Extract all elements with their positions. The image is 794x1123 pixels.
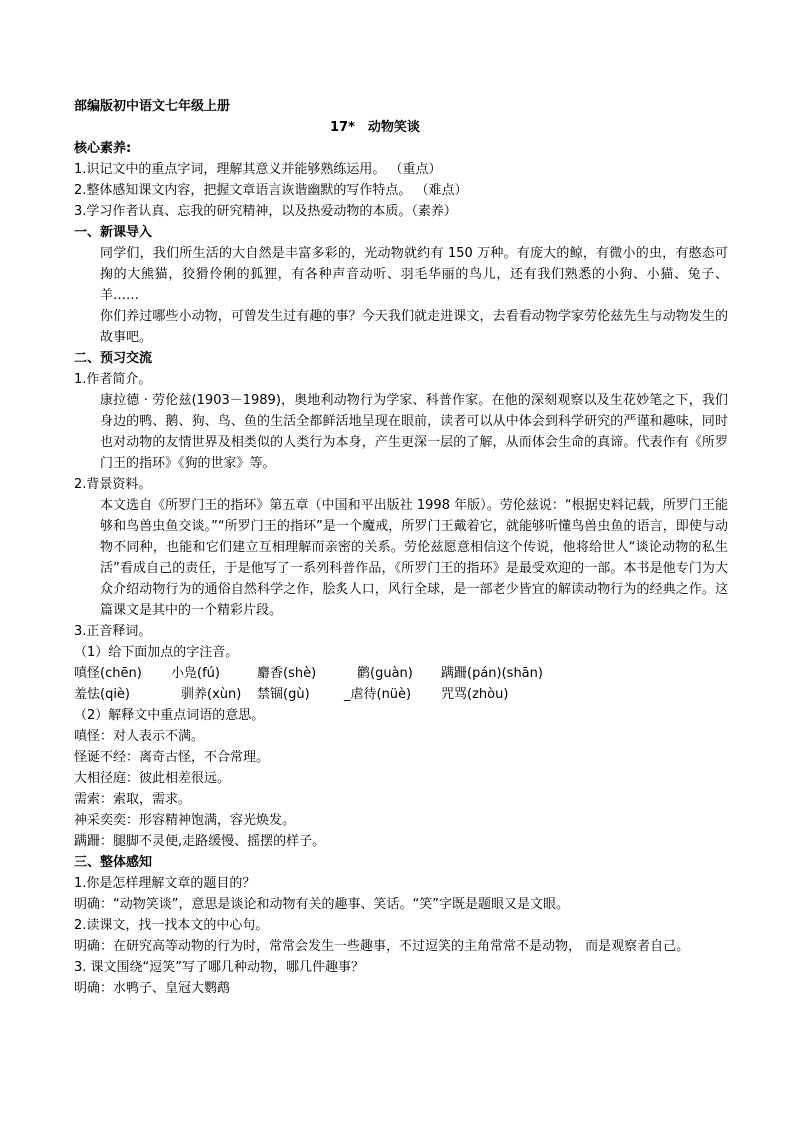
pron-item: 咒骂(zhòu) (441, 687, 509, 702)
question-3: 3. 课文围绕“逗笑”写了哪几种动物，哪几件趣事？ (74, 960, 365, 975)
answer-1: 明确：“动物笑谈”，意思是谈论和动物有关的趣事、笑话。“笑”字既是题眼又是文眼。 (74, 897, 569, 912)
definition-item: 怪诞不经：离奇古怪，不合常理。 (74, 750, 270, 765)
pron-item: 小凫(fú) (171, 666, 220, 681)
pronunciation-row-1 (74, 663, 728, 684)
core-item-3: 3.学习作者认真、忘我的研究精神，以及热爱动物的本质。（素养） (74, 204, 457, 219)
pronunciation-subheading: （1）给下面加点的字注音。 (74, 645, 239, 660)
definition-item: 大相径庭：彼此相差很远。 (74, 771, 231, 786)
pron-item: _虐待(nüè) (344, 687, 412, 702)
pron-item: 蹒跚(pán)(shān) (441, 666, 543, 681)
section-2-heading: 二、预习交流 (74, 351, 153, 366)
pron-item: 驯养(xùn) (181, 687, 242, 702)
intro-paragraph-2: 你们养过哪些小动物，可曾发生过有趣的事？今天我们就走进课文，去看看动物学家劳伦兹先生与动物发生的故事吧。 (100, 309, 728, 345)
background-label: 2.背景资料。 (74, 477, 152, 492)
author-label: 1.作者简介。 (74, 372, 152, 387)
core-item-1: 1.识记文中的重点字词，理解其意义并能够熟练运用。 （重点） (74, 162, 442, 177)
question-2: 2.读课文，找一找本文的中心句。 (74, 918, 269, 933)
pronunciation-label: 3.正音释词。 (74, 624, 152, 639)
doc-header: 部编版初中语文七年级上册 (74, 99, 231, 114)
definition-item: 需索：索取，需求。 (74, 792, 192, 807)
definition-item: 嗔怪：对人表示不满。 (74, 729, 205, 744)
author-paragraph: 康拉德 · 劳伦兹(1903－1989)，奥地利动物行为学家、科普作家。在他的深刻观察以及生花妙笔之下，我们身边的鸭、鹅、狗、鸟、鱼的生活全都鲜活地呈现在眼前，读者可以从中体会到科学研究的严谨和趣味，同时也对动物的友情世界及相类似的人类行为本身，产生更深一层的了解，从而体会生命的真谛。代表作有《所罗门王的指环》《狗的世家》等。 (100, 393, 728, 471)
document-page (74, 96, 728, 999)
definitions-subheading: （2）解释文中重点词语的意思。 (74, 708, 265, 723)
definition-item: 蹒跚：腿脚不灵便,走路缓慢、摇摆的样子。 (74, 834, 326, 849)
pron-item: 嗔怪(chēn) (74, 666, 142, 681)
lesson-title: 17* 动物笑谈 (330, 120, 420, 135)
core-item-2: 2.整体感知课文内容，把握文章语言诙谐幽默的写作特点。 （难点） (74, 183, 468, 198)
pron-item: 鹳(guàn) (357, 666, 413, 681)
answer-3: 明确：水鸭子、皇冠大鹦鹉 (74, 981, 231, 996)
core-heading: 核心素养: (74, 141, 132, 156)
section-3-heading: 三、整体感知 (74, 855, 153, 870)
pronunciation-row-2 (74, 684, 728, 705)
section-1-heading: 一、新课导入 (74, 225, 153, 240)
pron-item: 禁锢(gù) (257, 687, 310, 702)
question-1: 1.你是怎样理解文章的题目的？ (74, 876, 256, 891)
answer-2: 明确：在研究高等动物的行为时，常常会发生一些趣事，不过逗笑的主角常常不是动物， 而是观察者自己。 (74, 939, 690, 954)
pron-item: 麝香(shè) (257, 666, 317, 681)
definition-item: 神采奕奕：形容精神饱满，容光焕发。 (74, 813, 296, 828)
pron-item: 羞怯(qiè) (74, 687, 131, 702)
intro-paragraph-1: 同学们，我们所生活的大自然是丰富多彩的，光动物就约有 150 万种。有庞大的鲸，有微小的虫，有憨态可掬的大熊猫，狡猾伶俐的狐狸，有各种声音动听、羽毛华丽的鸟儿，还有我们熟悉的小狗、小猫、兔子、羊…… (100, 246, 728, 303)
background-paragraph: 本文选自《所罗门王的指环》第五章（中国和平出版社 1998 年版）。劳伦兹说：“根据史料记载，所罗门王能够和鸟兽虫鱼交谈。”“所罗门王的指环”是一个魔戒，所罗门王戴着它，就能够听懂鸟兽虫鱼的语言，即使与动物不同种，也能和它们建立互相理解而亲密的关系。劳伦兹愿意相信这个传说，他将给世人“谈论动物的私生活”看成自己的责任，于是他写了一系列科普作品，《所罗门王的指环》是最受欢迎的一部。本书是他专门为大众介绍动物行为的通俗自然科学之作，脍炙人口，风行全球，是一部老少皆宜的解读动物行为的经典之作。这篇课文是其中的一个精彩片段。 (100, 498, 728, 618)
